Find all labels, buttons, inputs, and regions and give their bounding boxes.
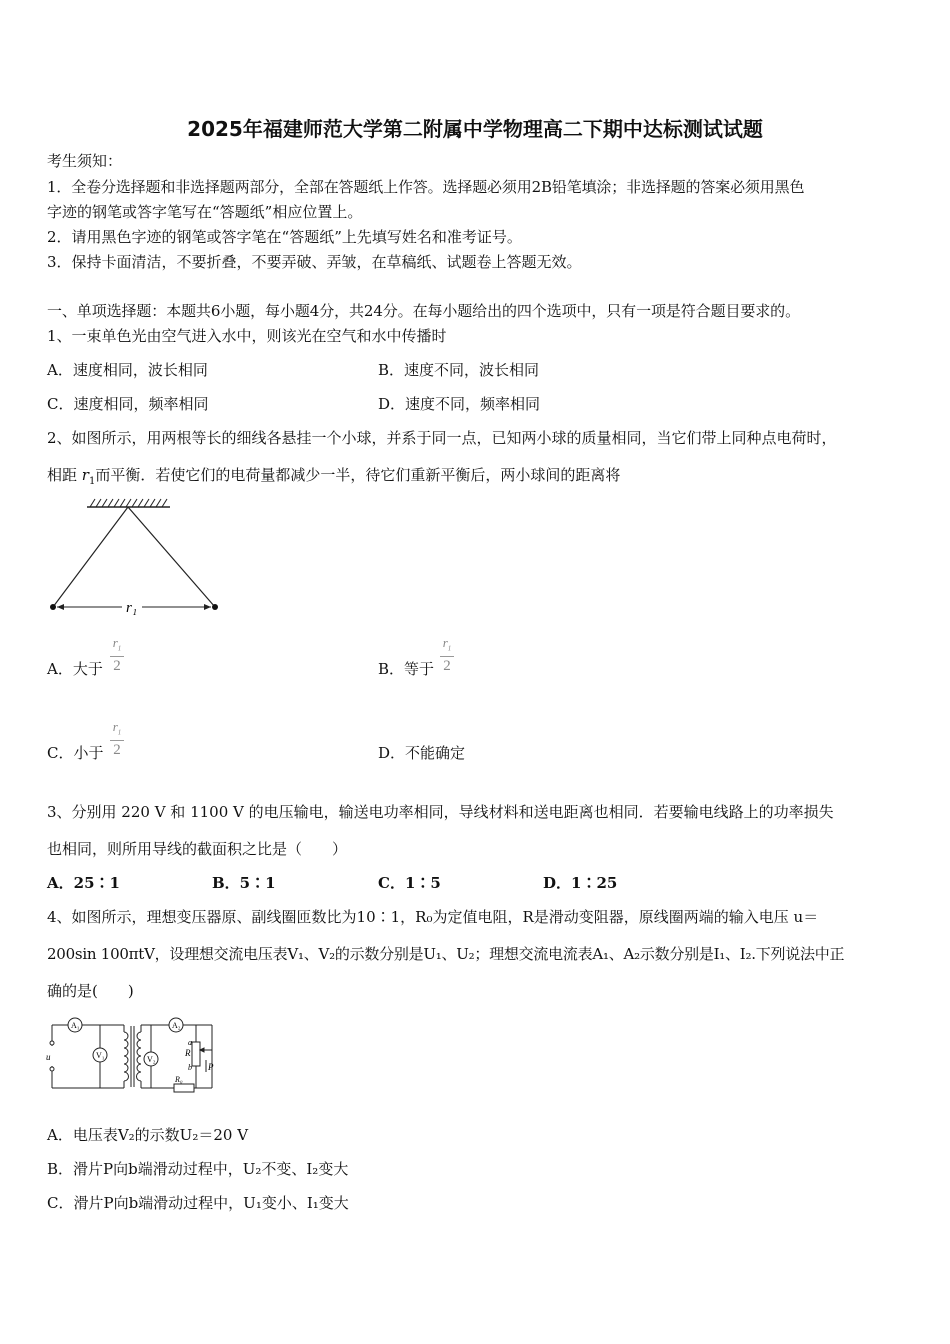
question-2-stem: 2、如图所示，用两根等长的细线各悬挂一个小球，并系于同一点，已知两小球的质量相同，当它们带上同种点电荷时， bbox=[47, 429, 837, 447]
frac-num-sub: 1 bbox=[117, 644, 122, 653]
question-4-stem-line2: 200sin 100πtV，设理想交流电压表V₁、V₂的示数分别是U₁、U₂；理想交流电流表A₁、A₂示数分别是I₁、I₂.下列说法中正 bbox=[47, 945, 845, 963]
ball-left bbox=[50, 604, 56, 610]
frac-num-sub: 1 bbox=[447, 644, 452, 653]
frac-num: r bbox=[112, 635, 118, 650]
page-title: 2025年福建师范大学第二附属中学物理高二下期中达标测试试题 bbox=[187, 117, 763, 141]
q2-option-c-fraction bbox=[110, 720, 124, 759]
q4-option-b: B．滑片P向b端滑动过程中，U₂不变、I₂变大 bbox=[47, 1160, 349, 1178]
q1-option-d: D．速度不同，频率相同 bbox=[378, 395, 541, 413]
notice-heading: 考生须知： bbox=[47, 152, 123, 170]
q3-option-d: D．1∶25 bbox=[543, 874, 618, 892]
frac-num: r bbox=[112, 719, 118, 734]
frac-den: 2 bbox=[113, 741, 121, 758]
frac-den: 2 bbox=[443, 657, 451, 674]
question-4-stem: 4、如图所示，理想变压器原、副线圈匝数比为10∶1，R₀为定值电阻，R是滑动变阻器，原线圈两端的输入电压 u＝ bbox=[47, 908, 819, 926]
frac-num-sub: 1 bbox=[117, 728, 122, 737]
q2-option-b-fraction bbox=[440, 636, 454, 675]
figure-label-r1: r₁ bbox=[126, 600, 138, 616]
frac-den: 2 bbox=[113, 657, 121, 674]
label-a1: A₁ bbox=[71, 1021, 80, 1030]
notice-item: 字迹的钢笔或答字笔写在“答题纸”相应位置上。 bbox=[47, 203, 363, 221]
label-a2: A₂ bbox=[172, 1021, 181, 1030]
notice-item: 2．请用黑色字迹的钢笔或答字笔在“答题纸”上先填写姓名和准考证号。 bbox=[47, 228, 522, 246]
q1-option-b: B．速度不同，波长相同 bbox=[378, 361, 540, 379]
q2-option-d: D．不能确定 bbox=[378, 744, 466, 762]
label-r: R bbox=[185, 1048, 191, 1058]
label-r0: R₀ bbox=[175, 1075, 183, 1084]
q3-option-b: B．5∶1 bbox=[212, 874, 276, 892]
label-b: b bbox=[188, 1063, 192, 1072]
q4-option-a: A．电压表V₂的示数U₂＝20 V bbox=[47, 1126, 249, 1144]
label-v2: V₂ bbox=[147, 1055, 156, 1064]
section-heading: 一、单项选择题：本题共6小题，每小题4分，共24分。在每小题给出的四个选项中，只有一项是符合题目要求的。 bbox=[47, 302, 800, 320]
q1-option-a: A．速度相同，波长相同 bbox=[47, 361, 208, 379]
label-v1: V₁ bbox=[96, 1051, 105, 1060]
question-3-stem-line2: 也相同，则所用导线的截面积之比是（ ） bbox=[47, 840, 348, 858]
q3-option-c: C．1∶5 bbox=[378, 874, 441, 892]
q3-option-a: A．25∶1 bbox=[47, 874, 120, 892]
q2-var-r: r bbox=[81, 466, 89, 484]
q2-option-a: A．大于 bbox=[47, 660, 103, 678]
q2-option-c: C．小于 bbox=[47, 744, 104, 762]
label-a: a bbox=[188, 1038, 192, 1047]
notice-item: 1．全卷分选择题和非选择题两部分，全部在答题纸上作答。选择题必须用2B铅笔填涂；非选择题的答案必须用黑色 bbox=[47, 178, 805, 196]
q4-option-c: C．滑片P向b端滑动过程中，U₁变小、I₁变大 bbox=[47, 1194, 349, 1212]
label-p: P bbox=[208, 1062, 214, 1072]
q2-option-b: B．等于 bbox=[378, 660, 435, 678]
frac-num: r bbox=[442, 635, 448, 650]
string-right bbox=[128, 507, 215, 607]
question-1-stem: 1、一束单色光由空气进入水中，则该光在空气和水中传播时 bbox=[47, 327, 447, 345]
q2-option-a-fraction bbox=[110, 636, 124, 675]
question-4-stem-line3: 确的是( ) bbox=[47, 982, 134, 1000]
ball-right bbox=[212, 604, 218, 610]
notice-item: 3．保持卡面清洁，不要折叠，不要弄破、弄皱，在草稿纸、试题卷上答题无效。 bbox=[47, 253, 582, 271]
q2-text-a: 相距 bbox=[47, 466, 82, 484]
pendulum-figure bbox=[44, 494, 224, 619]
question-2-stem-line2 bbox=[47, 466, 620, 491]
q2-var-sub: 1 bbox=[88, 476, 96, 487]
q1-option-c: C．速度相同，频率相同 bbox=[47, 395, 209, 413]
transformer-circuit-figure bbox=[44, 1014, 224, 1098]
string-left bbox=[53, 507, 128, 607]
q2-text-b: 而平衡．若使它们的电荷量都减少一半，待它们重新平衡后，两小球间的距离将 bbox=[95, 466, 621, 484]
question-3-stem: 3、分别用 220 V 和 1100 V 的电压输电，输送电功率相同，导线材料和送电距离也相同．若要输电线路上的功率损失 bbox=[47, 803, 834, 821]
label-u: u bbox=[46, 1052, 51, 1062]
